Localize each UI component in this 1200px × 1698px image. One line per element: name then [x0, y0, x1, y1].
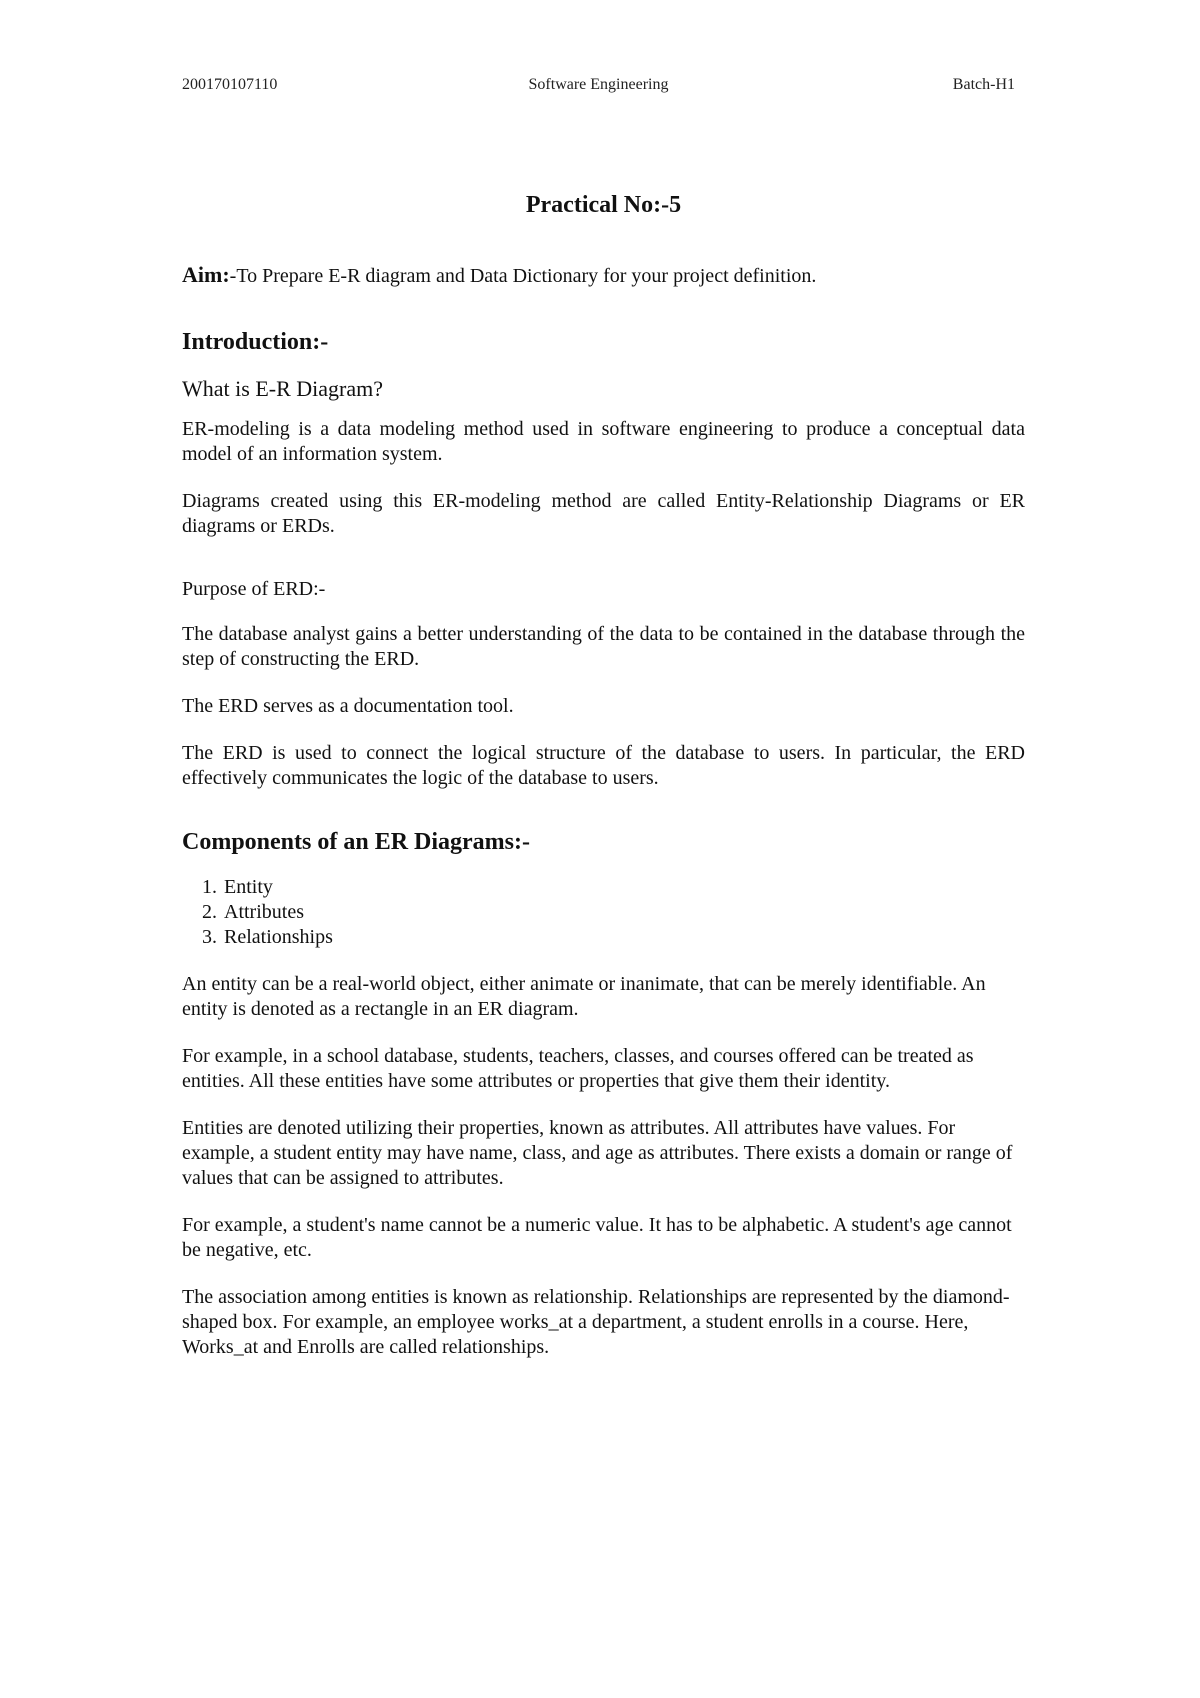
components-list — [182, 875, 1025, 950]
er-diagram-subheading: What is E-R Diagram? — [182, 376, 383, 401]
components-paragraph: For example, a student's name cannot be a numeric value. It has to be alphabetic. A student's age cannot be negative, etc. — [182, 1214, 1012, 1261]
intro-paragraph: Diagrams created using this ER-modeling method are called Entity-Relationship Diagrams or ER diagrams or ERDs. — [182, 490, 1025, 537]
aim-statement — [182, 262, 1025, 289]
header-batch: Batch-H1 — [952, 76, 1015, 93]
purpose-paragraph: The database analyst gains a better understanding of the data to be contained in the database through the step of constructing the ERD. — [182, 623, 1025, 670]
purpose-paragraph: The ERD serves as a documentation tool. — [182, 695, 514, 717]
list-item: 1. Entity — [222, 875, 1025, 900]
header-enrollment-number: 200170107110 — [182, 76, 278, 93]
components-paragraph: Entities are denoted utilizing their properties, known as attributes. All attributes have values. For example, a student entity may have name, class, and age as attributes. There exists a domain or range of values that can be assigned to attributes. — [182, 1117, 1013, 1189]
aim-label: Aim: — [182, 262, 230, 287]
page-title: Practical No:-5 — [525, 192, 682, 218]
components-paragraph: For example, in a school database, students, teachers, classes, and courses offered can be treated as entities. All these entities have some attributes or properties that give them their identity. — [182, 1045, 974, 1092]
list-item: 2. Attributes — [222, 900, 1025, 925]
components-paragraph: An entity can be a real-world object, either animate or inanimate, that can be merely identifiable. An entity is denoted as a rectangle in an ER diagram. — [182, 973, 986, 1020]
introduction-heading: Introduction:- — [182, 329, 329, 355]
page-header — [182, 76, 1015, 96]
purpose-paragraph: The ERD is used to connect the logical structure of the database to users. In particular, the ERD effectively communicates the logic of the database to users. — [182, 742, 1025, 789]
aim-text: -To Prepare E-R diagram and Data Dictionary for your project definition. — [229, 265, 817, 287]
header-subject: Software Engineering — [528, 76, 669, 93]
purpose-heading: Purpose of ERD:- — [182, 578, 326, 600]
list-item: 3. Relationships — [222, 925, 1025, 950]
document-body — [182, 190, 1025, 1382]
components-paragraph: The association among entities is known as relationship. Relationships are represented by the diamond-shaped box. For example, an employee works_at a department, a student enrolls in a course. Here, Works_at and Enrolls are called relationships. — [182, 1286, 1010, 1358]
components-heading: Components of an ER Diagrams:- — [182, 829, 530, 855]
intro-paragraph: ER-modeling is a data modeling method used in software engineering to produce a conceptual data model of an information system. — [182, 418, 1025, 465]
